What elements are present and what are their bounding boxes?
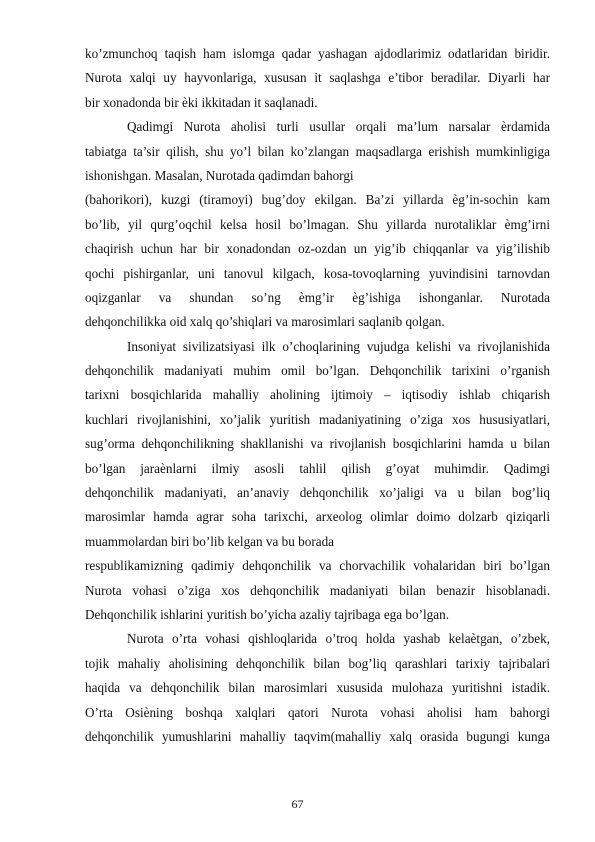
text-line: Dehqonchilik ishlarini yuritish bo’yicha azaliy tajribaga ega bo’lgan. [85,606,450,622]
text-line: tabiatga ta’sir qilish, shu yo’l bilan ko’zlangan maqsadlarga erishish mumkinligiga [85,143,550,159]
page-number: 67 [291,797,304,811]
text-line: Nurota xalqi uy hayvonlariga, xususan it saqlashga e’tibor beradilar. Diyarli har [85,70,550,86]
body-text [85,42,550,749]
text-line: bo’lgan jaraѐnlarni ilmiy asosli tahlil qilish g’oyat muhimdir. Qadimgi [85,460,550,476]
text-line: sug’orma dehqonchilikning shakllanishi va rivojlanish bosqichlarini hamda u bilan [85,436,550,452]
text-line: chaqirish uchun har bir xonadondan oz-ozdan un yig’ib chiqqanlar va yig’ilishib [85,241,550,257]
text-line: dehqonchilik yumushlarini mahalliy taqvim(mahalliy xalq orasida bugungi kunga [85,728,550,744]
text-line: qochi pishirganlar, uni tanovul kilgach, kosa-tovoqlarning yuvindisini tarnovdan [85,265,550,281]
text-line: marosimlar hamda agrar soha tarixchi, arxeolog olimlar doimo dolzarb qiziqarli [85,509,550,525]
text-line: Qadimgi Nurota aholisi turli usullar orqali ma’lum narsalar ѐrdamida [127,119,550,135]
text-line: bir xonadonda bir ѐki ikkitadan it saqlanadi. [85,94,318,110]
text-line: Nurota o’rta vohasi qishloqlarida o’troq holda yashab kelaѐtgan, o’zbek, [127,631,550,647]
text-line: dehqonchilik madaniyati muhim omil bo’lgan. Dehqonchilik tarixini o’rganish [85,363,550,379]
text-line: O’rta Osiѐning boshqa xalqlari qatori Nurota vohasi aholisi ham bahorgi [85,704,550,720]
text-line: haqida va dehqonchilik bilan marosimlari xususida mulohaza yuritishni istadik. [85,680,550,696]
text-line: Nurota vohasi o’ziga xos dehqonchilik madaniyati bilan benazir hisoblanadi. [85,582,550,598]
text-line: kuchlari rivojlanishini, xo’jalik yuritish madaniyatining o’ziga xos hususiyatlari, [85,411,550,427]
text-line: respublikamizning qadimiy dehqonchilik va chorvachilik vohalaridan biri bo’lgan [85,558,550,574]
text-line: oqizganlar va shundan so’ng ѐmg’ir ѐg’ishiga ishonganlar. Nurotada [85,289,550,305]
text-line: tojik mahaliy aholisining dehqonchilik bilan bog’liq qarashlari tarixiy tajribalari [85,655,550,671]
text-line: dehqonchilikka oid xalq qo’shiqlari va marosimlari saqlanib qolgan. [85,314,445,330]
text-line: Insoniyat sivilizatsiyasi ilk o’choqlarining vujudga kelishi va rivojlanishida [127,338,550,354]
text-line: tarixni bosqichlarida mahalliy aholining ijtimoiy – iqtisodiy ishlab chiqarish [85,387,550,403]
text-line: ko’zmunchoq taqish ham islomga qadar yashagan ajdodlarimiz odatlaridan biridir. [85,46,550,61]
text-line: dehqonchilik madaniyati, an’anaviy dehqonchilik xo’jaligi va u bilan bog’liq [85,485,550,501]
text-line: ishonishgan. Masalan, Nurotada qadimdan bahorgi [85,167,354,183]
text-line: muammolardan biri bo’lib kelgan va bu borada [85,533,335,549]
text-line: bo’lib, yil qurg’oqchil kelsa hosil bo’lmagan. Shu yillarda nurotaliklar ѐmg’irni [85,216,550,232]
text-line: (bahorikori), kuzgi (tiramoyi) bug’doy ekilgan. Ba’zi yillarda ѐg’in-sochin kam [85,192,550,208]
